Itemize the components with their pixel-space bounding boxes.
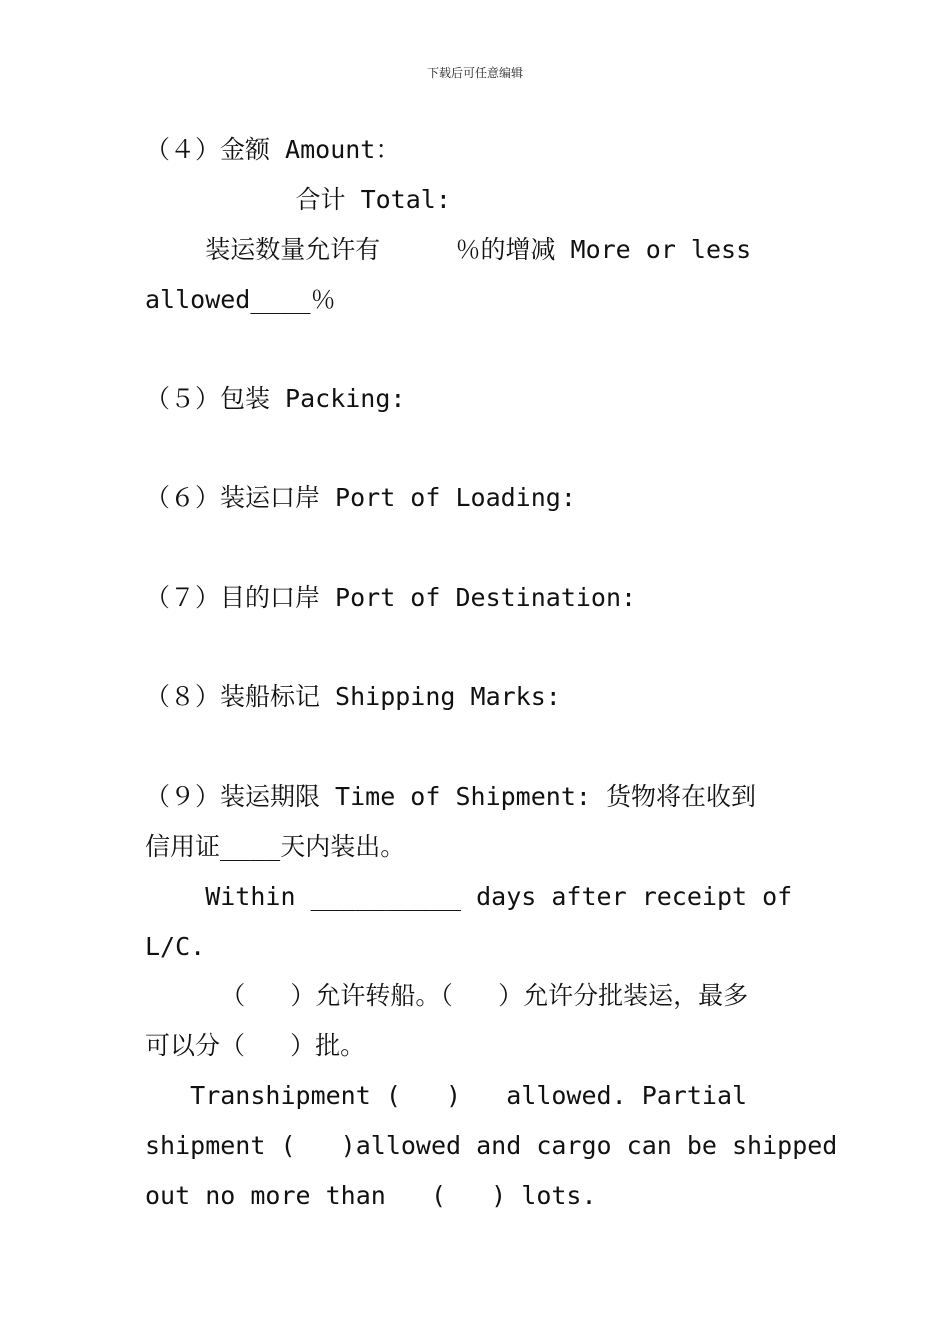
lots-en-line: out no more than ( ) lots. <box>145 1181 597 1210</box>
quantity-tolerance-line: 装运数量允许有 ％的增减 More or less <box>145 235 752 264</box>
lc-line: L/C. <box>145 932 206 961</box>
total-line: 合计 Total: <box>145 185 451 214</box>
page-header: 下载后可任意编辑 <box>426 66 523 80</box>
time-of-shipment-line: （９）装运期限 Time of Shipment: 货物将在收到 <box>145 782 756 811</box>
allowed-percent-line: allowed____％ <box>145 285 336 314</box>
amount-line: （４）金额 Amount： <box>145 135 401 164</box>
shipping-marks-line: （８）装船标记 Shipping Marks: <box>145 682 561 711</box>
packing-line: （５）包装 Packing: <box>145 384 406 413</box>
transhipment-en-line: Transhipment ( ) allowed. Partial <box>145 1081 748 1110</box>
partial-shipment-line: shipment ( )allowed and cargo can be shipped <box>145 1131 838 1160</box>
transhipment-cn-line: （ ）允许转船。（ ）允许分批装运，最多 <box>145 981 749 1010</box>
port-of-destination-line: （７）目的口岸 Port of Destination: <box>145 583 637 612</box>
shipment-days-cn-line: 信用证____天内装出。 <box>145 832 406 861</box>
within-days-line: Within __________ days after receipt of <box>145 882 793 911</box>
port-of-loading-line: （６）装运口岸 Port of Loading: <box>145 483 576 512</box>
lots-cn-line: 可以分（ ）批。 <box>145 1031 366 1060</box>
